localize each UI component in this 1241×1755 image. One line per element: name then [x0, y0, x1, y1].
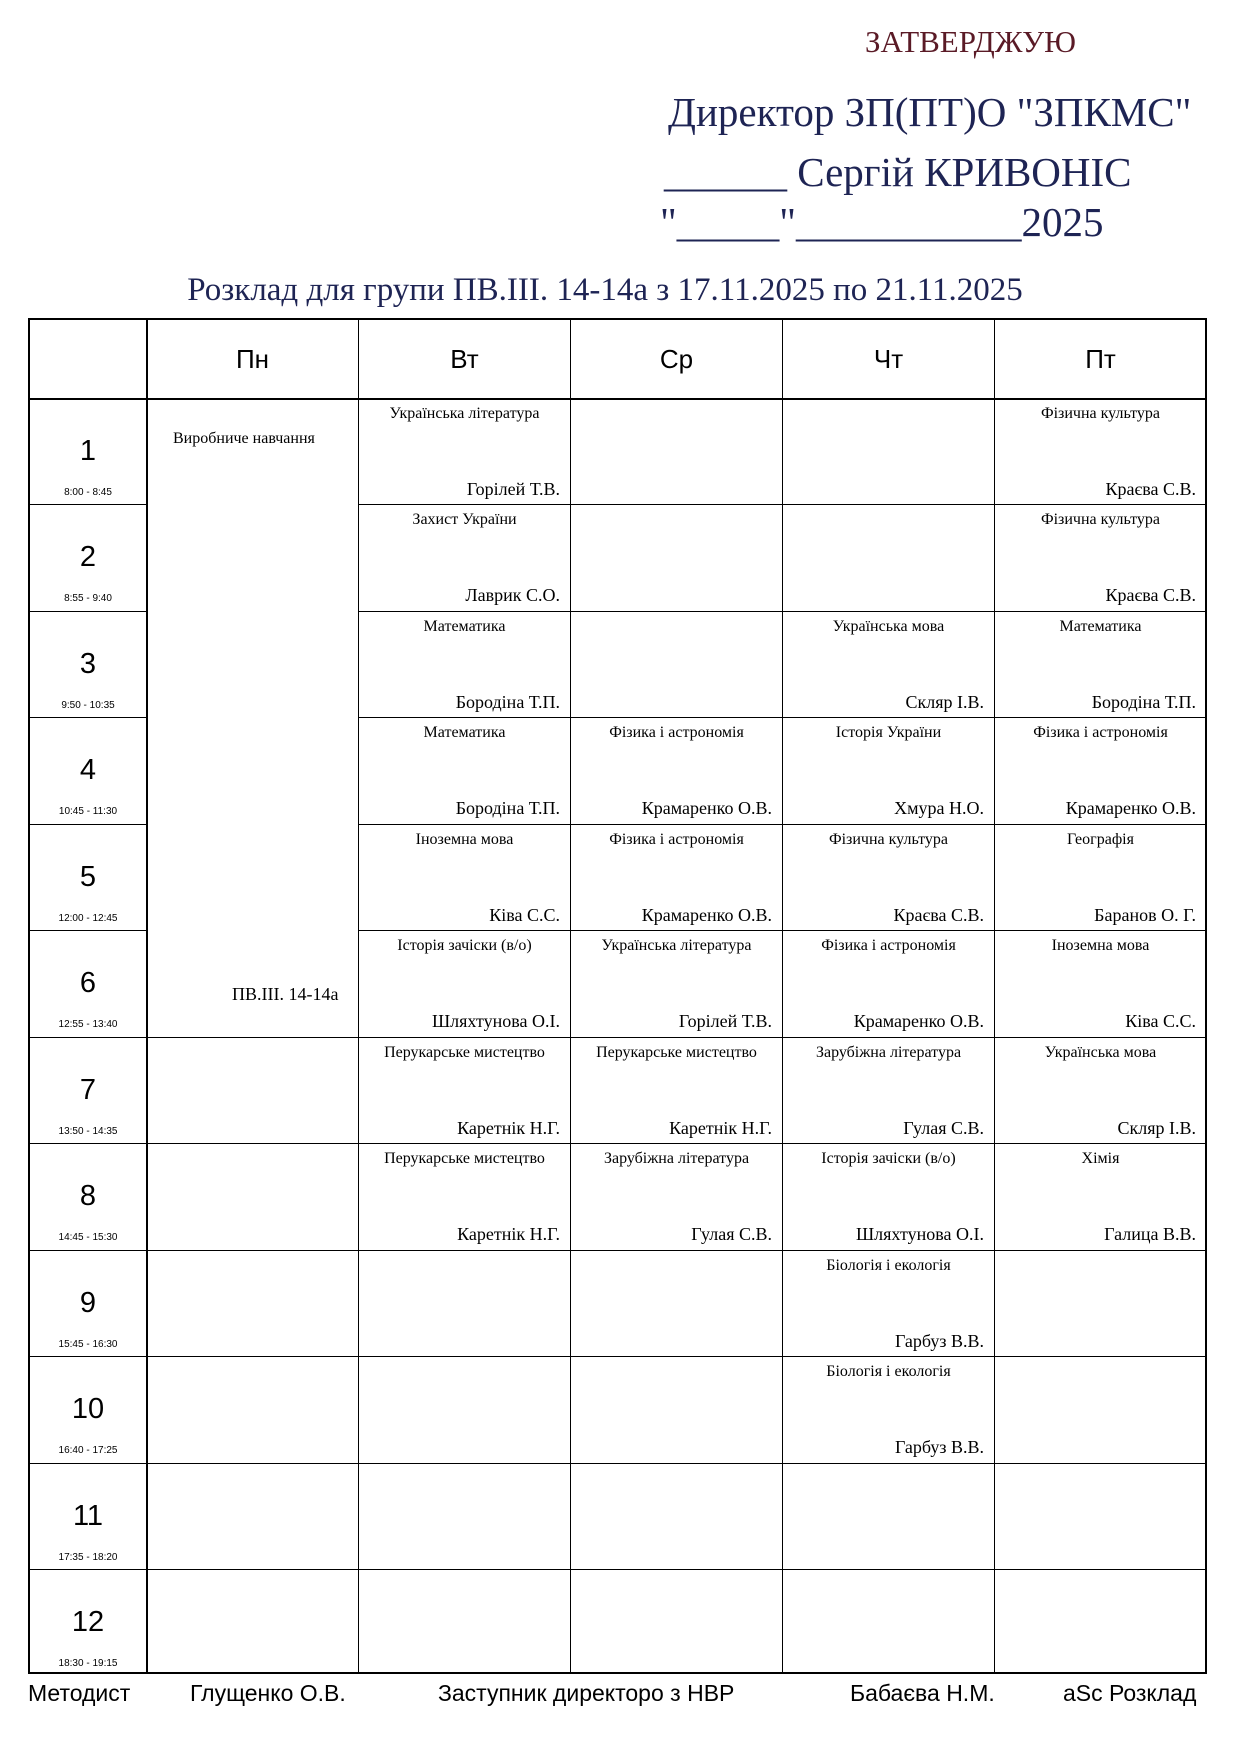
- monday-work-training: Виробниче навчання: [173, 430, 315, 447]
- period-number: 6: [79, 967, 97, 999]
- lesson-cell: [359, 825, 570, 932]
- lesson-cell: [571, 825, 782, 932]
- grid-line: [30, 504, 146, 505]
- lesson-cell: [359, 1144, 570, 1251]
- director-title: Директор ЗП(ПТ)О "ЗПКМС": [668, 89, 1192, 135]
- lesson-teacher: Шляхтунова О.І.: [856, 1224, 984, 1244]
- lesson-teacher: Баранов О. Г.: [1094, 905, 1196, 925]
- day-header-fri: Пт: [1085, 344, 1116, 374]
- lesson-cell: [359, 718, 570, 825]
- period-time: 12:00 - 12:45: [58, 913, 118, 924]
- footer-deputy-name: Бабаєва Н.М.: [850, 1680, 995, 1706]
- grid-line: [30, 1463, 1205, 1464]
- lesson-teacher: Хмура Н.О.: [894, 798, 984, 818]
- day-header-tue: Вт: [450, 344, 479, 374]
- lesson-teacher: Бородіна Т.П.: [455, 692, 560, 712]
- director-signature: ______ Сергій КРИВОНІС: [664, 149, 1132, 195]
- lesson-cell: [783, 1144, 994, 1251]
- lesson-teacher: Гулая С.В.: [691, 1224, 772, 1244]
- lesson-subject: Українська література: [389, 405, 540, 422]
- footer-software: aSc Розклад: [1063, 1680, 1197, 1706]
- period-time: 8:00 - 8:45: [64, 487, 112, 498]
- period-time: 18:30 - 19:15: [58, 1658, 118, 1669]
- period-time: 14:45 - 15:30: [58, 1232, 118, 1243]
- day-header-thu: Чт: [873, 344, 904, 374]
- period-number: 11: [72, 1500, 104, 1532]
- lesson-subject: Фізика і астрономія: [609, 724, 744, 741]
- lesson-teacher: Каретнік Н.Г.: [669, 1118, 772, 1138]
- period-number: 10: [71, 1393, 105, 1425]
- period-time: 12:55 - 13:40: [58, 1019, 118, 1030]
- lesson-subject: Математика: [1059, 618, 1142, 635]
- lesson-teacher: Крамаренко О.В.: [641, 905, 772, 925]
- lesson-teacher: Ківа С.С.: [1125, 1011, 1196, 1031]
- grid-line: [30, 717, 146, 718]
- lesson-subject: Біологія і екологія: [826, 1257, 951, 1274]
- lesson-cell: [571, 1144, 782, 1251]
- lesson-cell: [359, 505, 570, 612]
- lesson-subject: Зарубіжна література: [815, 1044, 962, 1061]
- period-number: 8: [79, 1180, 97, 1212]
- period-number: 1: [79, 435, 97, 467]
- period-number: 4: [79, 754, 97, 786]
- lesson-subject: Географія: [1067, 831, 1134, 848]
- lesson-cell: [359, 612, 570, 719]
- lesson-teacher: Галица В.В.: [1104, 1224, 1196, 1244]
- footer-methodist-name: Глущенко О.В.: [190, 1680, 346, 1706]
- lesson-cell: [783, 1251, 994, 1358]
- grid-line: [30, 824, 146, 825]
- lesson-teacher: Крамаренко О.В.: [641, 798, 772, 818]
- lesson-subject: Історія зачіски (в/о): [397, 937, 532, 954]
- period-number: 3: [79, 648, 97, 680]
- lesson-cell: [995, 612, 1206, 719]
- lesson-cell: [995, 718, 1206, 825]
- lesson-cell: [783, 1038, 994, 1145]
- lesson-subject: Українська мова: [1044, 1044, 1157, 1061]
- lesson-teacher: Горілей Т.В.: [678, 1011, 772, 1031]
- lesson-teacher: Гарбуз В.В.: [894, 1331, 984, 1351]
- period-number: 12: [71, 1606, 105, 1638]
- period-time: 17:35 - 18:20: [58, 1552, 118, 1563]
- lesson-cell: [359, 399, 570, 506]
- lesson-teacher: Шляхтунова О.І.: [432, 1011, 560, 1031]
- lesson-cell: [571, 718, 782, 825]
- grid-line: [30, 1569, 1205, 1570]
- period-time: 16:40 - 17:25: [58, 1445, 118, 1456]
- period-number: 7: [79, 1074, 97, 1106]
- grid-line: [146, 320, 148, 1672]
- grid-line: [30, 611, 146, 612]
- lesson-teacher: Каретнік Н.Г.: [457, 1224, 560, 1244]
- lesson-teacher: Крамаренко О.В.: [853, 1011, 984, 1031]
- lesson-subject: Українська мова: [832, 618, 945, 635]
- lesson-subject: Історія України: [835, 724, 942, 741]
- lesson-teacher: Краєва С.В.: [893, 905, 984, 925]
- lesson-teacher: Гарбуз В.В.: [894, 1437, 984, 1457]
- lesson-cell: [783, 1357, 994, 1464]
- lesson-subject: Перукарське мистецтво: [596, 1044, 757, 1061]
- lesson-cell: [783, 825, 994, 932]
- lesson-cell: [359, 1038, 570, 1145]
- schedule-title: Розклад для групи ПВ.ІІІ. 14-14а з 17.11.2025 по 21.11.2025: [187, 272, 1023, 308]
- lesson-cell: [783, 612, 994, 719]
- day-header-mon: Пн: [235, 344, 270, 374]
- lesson-cell: [571, 1038, 782, 1145]
- lesson-subject: Фізика і астрономія: [1033, 724, 1168, 741]
- approve-heading: ЗАТВЕРДЖУЮ: [865, 24, 1076, 59]
- lesson-subject: Хімія: [1081, 1150, 1120, 1167]
- lesson-subject: Зарубіжна література: [603, 1150, 750, 1167]
- lesson-subject: Фізична культура: [1040, 511, 1161, 528]
- approval-date: "_____"___________2025: [660, 199, 1104, 245]
- lesson-teacher: Лаврик С.О.: [465, 585, 560, 605]
- period-time: 8:55 - 9:40: [64, 593, 112, 604]
- footer-deputy-label: Заступник директоро з НВР: [438, 1680, 735, 1706]
- lesson-cell: [571, 931, 782, 1038]
- lesson-teacher: Крамаренко О.В.: [1065, 798, 1196, 818]
- lesson-teacher: Скляр І.В.: [905, 692, 984, 712]
- period-number: 2: [79, 541, 97, 573]
- lesson-subject: Перукарське мистецтво: [384, 1150, 545, 1167]
- lesson-subject: Українська література: [601, 937, 752, 954]
- schedule-table: [28, 318, 1207, 1674]
- period-time: 10:45 - 11:30: [58, 806, 118, 817]
- lesson-cell: [995, 931, 1206, 1038]
- grid-line: [30, 930, 146, 931]
- lesson-teacher: Краєва С.В.: [1105, 479, 1196, 499]
- lesson-subject: Історія зачіски (в/о): [821, 1150, 956, 1167]
- day-header-wed: Ср: [659, 344, 694, 374]
- period-number: 9: [79, 1287, 97, 1319]
- lesson-subject: Фізика і астрономія: [821, 937, 956, 954]
- lesson-subject: Біологія і екологія: [826, 1363, 951, 1380]
- period-time: 15:45 - 16:30: [58, 1339, 118, 1350]
- lesson-cell: [359, 931, 570, 1038]
- lesson-subject: Фізична культура: [1040, 405, 1161, 422]
- lesson-teacher: Горілей Т.В.: [466, 479, 560, 499]
- lesson-cell: [995, 1038, 1206, 1145]
- lesson-subject: Фізична культура: [828, 831, 949, 848]
- lesson-teacher: Краєва С.В.: [1105, 585, 1196, 605]
- lesson-subject: Фізика і астрономія: [609, 831, 744, 848]
- period-number: 5: [79, 861, 97, 893]
- lesson-cell: [995, 505, 1206, 612]
- lesson-subject: Іноземна мова: [415, 831, 514, 848]
- monday-group-label: ПВ.ІІІ. 14-14а: [232, 984, 339, 1004]
- lesson-cell: [995, 825, 1206, 932]
- footer-methodist-label: Методист: [28, 1680, 131, 1706]
- lesson-subject: Математика: [423, 618, 506, 635]
- lesson-cell: [783, 718, 994, 825]
- lesson-teacher: Ківа С.С.: [489, 905, 560, 925]
- lesson-teacher: Скляр І.В.: [1117, 1118, 1196, 1138]
- lesson-cell: [995, 1144, 1206, 1251]
- lesson-teacher: Гулая С.В.: [903, 1118, 984, 1138]
- lesson-subject: Іноземна мова: [1051, 937, 1150, 954]
- lesson-subject: Захист України: [412, 511, 517, 528]
- lesson-subject: Математика: [423, 724, 506, 741]
- lesson-teacher: Бородіна Т.П.: [1091, 692, 1196, 712]
- lesson-teacher: Бородіна Т.П.: [455, 798, 560, 818]
- period-time: 9:50 - 10:35: [61, 700, 115, 711]
- lesson-cell: [995, 399, 1206, 506]
- grid-line: [30, 1356, 1205, 1357]
- period-time: 13:50 - 14:35: [58, 1126, 118, 1137]
- lesson-subject: Перукарське мистецтво: [384, 1044, 545, 1061]
- lesson-cell: [783, 931, 994, 1038]
- lesson-teacher: Каретнік Н.Г.: [457, 1118, 560, 1138]
